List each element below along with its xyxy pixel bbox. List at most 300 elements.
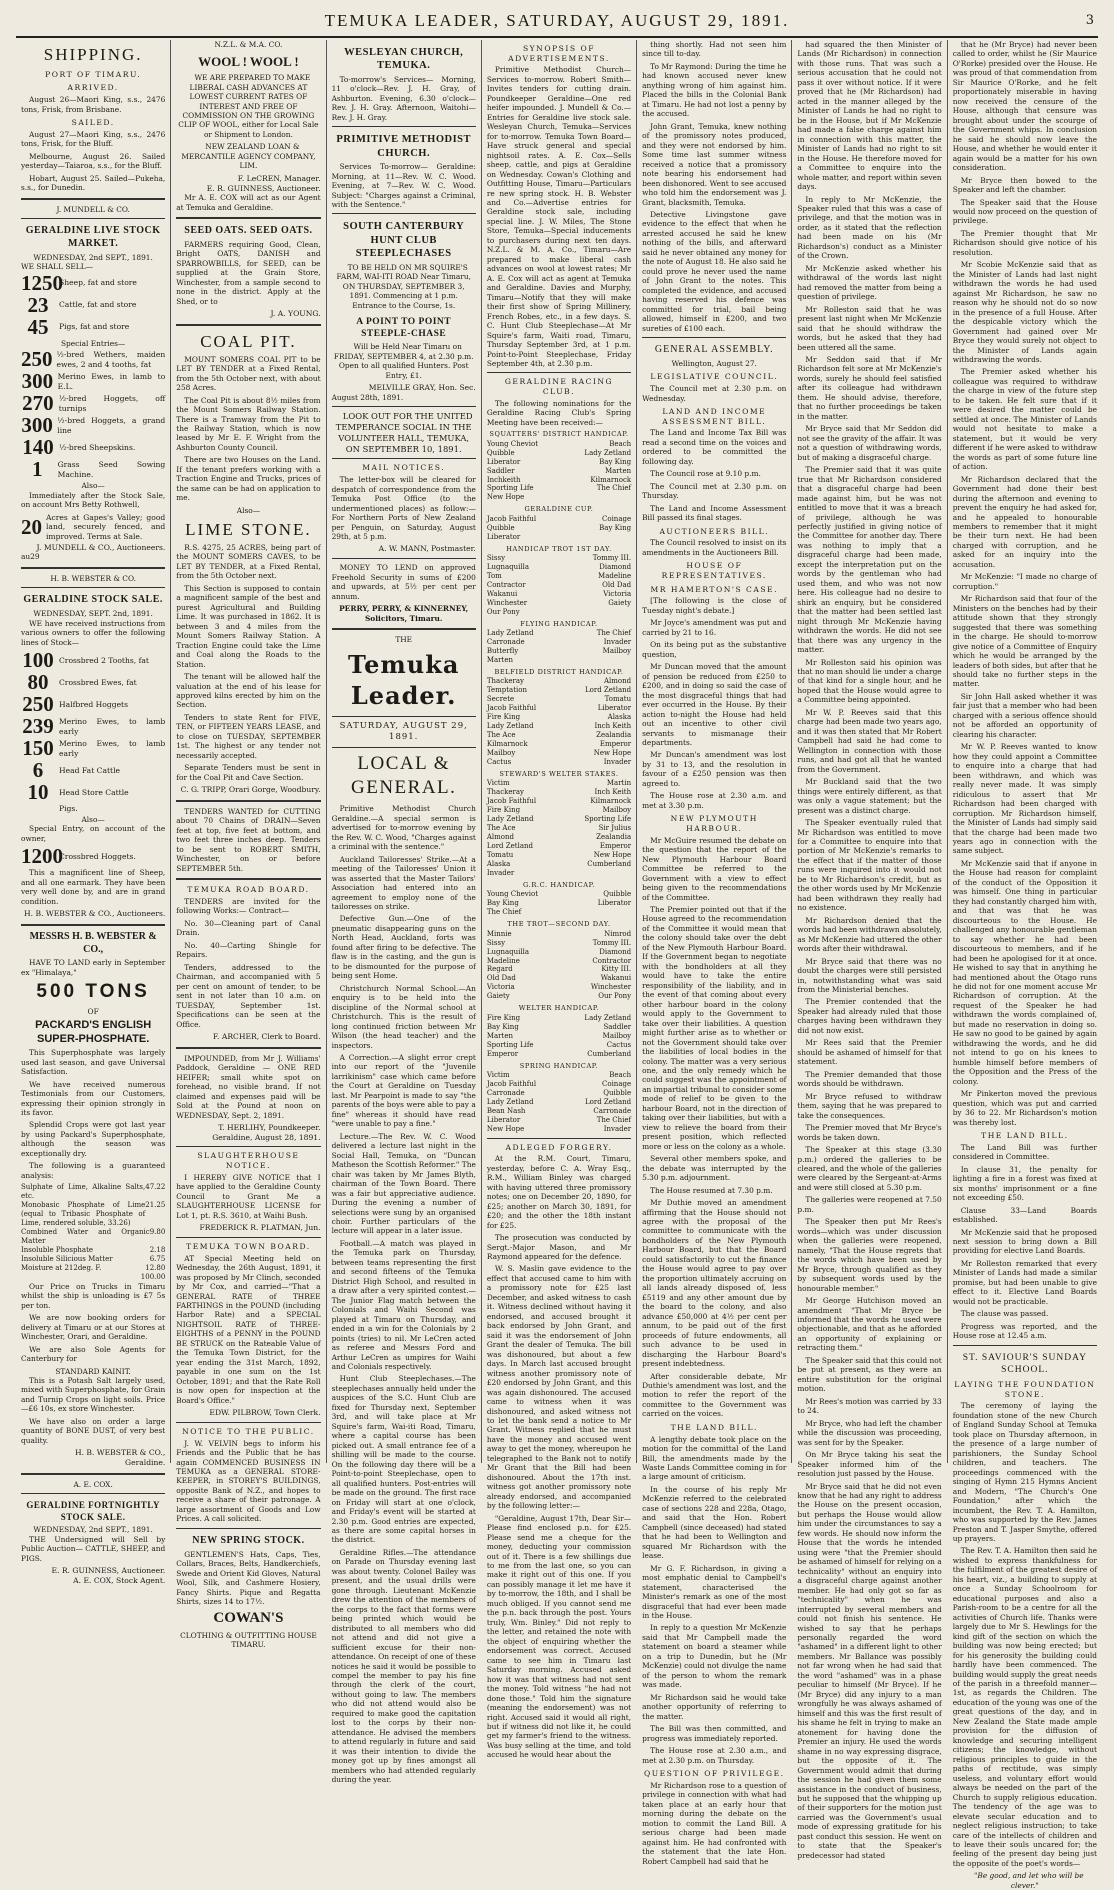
analysis-name: Combined Water and Organic Matter — [21, 1228, 150, 1246]
acres-line — [21, 513, 165, 542]
sale-line — [21, 716, 165, 737]
masthead-title: TEMUKA LEADER, SATURDAY, AUGUST 29, 1891. — [324, 11, 790, 30]
race-row — [487, 851, 631, 860]
race-row — [487, 1080, 631, 1089]
hamerton-text: On its being put as the substantive question, — [642, 640, 787, 659]
race-row — [487, 608, 631, 617]
land-bill-text: The House rose at 2.30 a.m., and met at 2.30 p.m. on Thursday. — [642, 1746, 787, 1765]
race-row — [487, 1107, 631, 1116]
analysis-row — [21, 1246, 165, 1255]
sale-line — [21, 292, 165, 317]
wesleyan-text: To-morrow's Services— Morning, 11 o'clock—Rev. J. H. Gray, of Ashburton. Evening, 6.30 o'clock—Rev. J. H. Gray. Afternoon, Waitohi—Rev. J. H. Gray. — [331, 74, 476, 122]
horse-name: Marten — [486, 1031, 513, 1040]
divider — [176, 878, 320, 880]
horse-name: Bean Nash — [486, 1106, 526, 1115]
horse-name: Contractor — [592, 956, 632, 965]
dateline: Wellington, August 27. — [671, 358, 757, 368]
local-item: Geraldine Rifles.—The attendance on Parade on Thursday evening last was about twenty. Colonel Bailey was present, and the usual drills were gone through. Lieutenant McKenzie drew the attention of the members of the corps to the fact that forms were being printed which would be distributed to all members who did not attend and did not give a sufficient excuse for their non-attendance. On receipt of one of these notices he said it would be possible to compel the member to pay his fine through the clerk of the court, without going to law. The members who did not attend would also be required to make good the capitation lost to the corps by their non-attendance. He advised the members to attend regularly in future and said it was their intention to divide the money got up by fines amongst all members who had attended regularly during the year. — [331, 1547, 476, 1785]
fortnightly-heading: GERALDINE FORTNIGHTLY STOCK SALE. — [26, 1500, 160, 1522]
race-title: SQUATTERS' DISTRICT HANDICAP. — [489, 430, 629, 439]
contract-30: No. 30—Cleaning part of Canal Drain. — [176, 918, 321, 938]
privilege-cont: Mr McKenzie asked whether his withdrawal of the words last night had removed the matter from being a question of privilege. — [797, 263, 942, 302]
local-item: Lecture.—The Rev. W. C. Wood delivered a lecture last night in the Social Hall, Temuka, on "Duncan Matheson the Scottish Reformer." The chair was taken by Mr James Blyth, chairman of the Town Board. There was a fair but appreciative audience. During the evening a number of selections were sung by an organised choir. Further particulars of the lecture will appear in a later issue. — [331, 1131, 476, 1236]
sale-line — [21, 650, 165, 671]
column-3 — [327, 40, 482, 1785]
horse-name: Liberator — [486, 532, 521, 541]
horse-name: Mailboy — [602, 806, 632, 815]
race-row — [487, 957, 631, 966]
primitive-text: Services To-morrow— Geraldine: Morning, at 11—Rev. W. C. Wood. Evening, at 7—Rev. W. C. Wood. Subject: "Charges against a Criminal, with the Sentence." — [331, 162, 476, 209]
auct-text: The Council resolved to insist on its amendments in the Auctioneers Bill. — [642, 538, 787, 557]
cowan-place: TIMARU. — [231, 1640, 266, 1650]
tenders-invited: TENDERS are invited for the following Works:— Contract— — [176, 896, 321, 916]
horse-name — [562, 493, 631, 502]
auctioneers-heading: AUCTIONEERS BILL. — [659, 526, 770, 536]
geraldine-sale-heading: GERALDINE STOCK SALE. — [23, 594, 163, 606]
privilege-cont: Mr Bryce, who had left the chamber while the discussion was proceeding, was sent for by the Speaker. — [797, 1418, 942, 1447]
analysis-value: 100.00 — [140, 1272, 166, 1281]
horse-name: Tommy III. — [592, 938, 632, 947]
race-row — [487, 695, 631, 704]
local-item: Christchurch Normal School.—An enquiry is to be held into the discipline of the Normal school at Christchurch. This is the result of long continued friction between Mr Wilson (the head teacher) and the inspectors. — [331, 983, 476, 1050]
horse-name: Lady Zetland — [486, 1097, 534, 1106]
race-table — [487, 677, 631, 767]
divider — [176, 800, 320, 802]
spring-text: GENTLEMEN'S Hats, Caps, Ties, Collars, Braces, Belts, Handkerchiefs, Swede and Orient Kid Gloves, Natural Wool, Silk, and Cashmere Hosiery, Fancy Shirts. Pique and Regatta Shirts, sizes 14 to 17½. — [176, 1549, 321, 1606]
forgery-heading: ADLEGED FORGERY. — [505, 1142, 613, 1152]
horse-name: Jacob Faithful — [486, 1079, 537, 1088]
race-row — [487, 1023, 631, 1032]
signature: F. LeCREN, Manager. — [237, 173, 321, 183]
race-nominations — [487, 430, 631, 1133]
horse-name: Old Dad — [602, 580, 632, 589]
horse-name: Inch Keith — [594, 722, 632, 731]
privilege-cont: Mr Richardson denied that the words had been withdrawn absolutely, as Mr McKenzie had uttered the other words after their withdrawal. — [797, 915, 942, 954]
horse-name: Mailboy — [602, 647, 632, 656]
race-row — [487, 939, 631, 948]
horse-name: Temptation — [486, 686, 527, 695]
horse-name: Cumberland — [587, 1049, 632, 1058]
horse-name: Our Pony — [486, 607, 520, 616]
horse-name — [574, 908, 631, 917]
divider — [176, 1146, 320, 1147]
divider — [21, 1493, 165, 1494]
horse-name: Winchester — [486, 598, 528, 607]
race-row — [487, 1089, 631, 1098]
privilege-cont: The Premier said that it was quite true that Mr Richardson considered that a disgraceful charge had been made against him, but he was not entitled to move that it was a breach of privilege, although he was perfectly justified in giving notice of the Committee for another day. There was nothing to imply that a disgraceful charge had been made, except the interpretation put on the words by the gentleman who had used them, and who was not now here. His colleague had no desire to shirk an enquiry, but he considered that the matter had been settled last night through Mr McKenzie having withdrawn the words. He did not see that there was any urgency in the matter. — [797, 465, 942, 655]
mail-text: The letter-box will be cleared for despatch of correspondence from the Temuka Post Office (to the undermentioned places) as follow:— For Northern Ports of New Zealand per Penguin, on Saturday, August 29th, at 5 p.m. — [331, 475, 476, 541]
horse-name: Lord Zetland — [486, 842, 533, 851]
coal-pit-heading: COAL PIT. — [200, 331, 297, 351]
local-item: Auckland Tailoresses' Strike.—At a meeting of the Tailoresses' Union it was asserted that the Master Tailors' Association had entered into an agreement to employ none of the tailoresses on strike. — [331, 854, 476, 911]
undersigned-text: THE Undersigned will Sell by Public Auction— CATTLE, SHEEP, and PIGS. — [21, 1534, 166, 1563]
horse-name: Old Dad — [486, 974, 516, 983]
horse-name — [574, 533, 631, 542]
sunday-school-text: The ceremony of laying the foundation stone of the new Church of England Sunday School at Temuka took place on Thursday afternoon, in the presence of a large number of parishioners, the Sunday School children, and teachers. The proceedings commenced with the singing of Hymn 215 Hymns Ancient and Modern, "The Church's One Foundation," after which the incumbent, the Rev. T. A. Hamilton, who was supported by the Rev. James Preston and T. Jasper Smythe, offered up prayers. — [952, 1401, 1097, 1543]
horse-name: Mailboy — [486, 749, 516, 758]
analysis-row — [21, 1201, 165, 1228]
sale-qty: 23 — [27, 292, 49, 317]
plymouth-text: The Premier pointed out that if the House agreed to the recommendation of the Committee it would mean that the colony should take over the debt of the New Plymouth Harbour Board. If the Government began to negotiate with the bondholders at all they would have to take the entire responsibility of the liability, and in the event of that coming about every other harbour board in the colony would apply to the Government to take over their liabilities. A question might further arise as to whether or not the Government should take over the liabilities of local bodies in the colony. The matter was a very serious one, and the only remedy which he could suggest was the appointment of an impartial tribunal to consider some mode of relief to be given to the harbour Board, not in the direction of taking over their liabilities, but with a view to relieve the board from their present position, which reflected more or less on the colony as a whole. — [642, 905, 787, 1151]
divider — [332, 406, 476, 407]
horse-name: Young Cheviot — [486, 439, 539, 448]
privilege-cont: Mr Bryce refused to withdraw them, saying that he was prepared to take the consequences. — [797, 1091, 942, 1120]
sale-qty: 45 — [27, 314, 49, 339]
privilege-cont: The Premier thought that Mr Richardson should give notice of his resolution. — [952, 228, 1097, 257]
race-row — [487, 842, 631, 851]
horse-name: The Chief — [596, 629, 632, 638]
land-bill-text: Mr G. F. Richardson, in giving a most emphatic denial to Campbell's statement, characterised the Minister's remark as one of the most disgraceful that had ever been made in the House. — [642, 1563, 787, 1621]
webster-name: H. B. WEBSTER & CO. — [50, 573, 136, 583]
horse-name: Minnie — [486, 929, 512, 938]
divider — [332, 126, 476, 127]
forgery-cont: thing shortly. Had not seen him since till to-day. — [642, 40, 787, 59]
privilege-cont: that he (Mr Bryce) had never been called to order, whilst he (Sir Maurice O'Rorke) presided over the House. He was proud of that commendation from Sir Maurice O'Rorke, and he felt proportionately miserable in having now received the censure of the House, although that censure was brought about under the scourge of the Government whips. In conclusion he said he should now leave the House, and whether he would enter it again would be a matter for his own consideration. — [952, 40, 1097, 173]
horse-name: New Hope — [486, 493, 525, 502]
column-2 — [171, 40, 326, 1650]
look-out-text: LOOK OUT FOR THE UNITED TEMPERANCE SOCIAL IN THE VOLUNTEER HALL, TEMUKA, ON SEPTEMBER 10, 1891. — [335, 411, 473, 454]
horse-name: Fire King — [486, 1013, 521, 1022]
racing-intro: The following nominations for the Geraldine Racing Club's Spring Meeting have been received:— — [486, 398, 632, 427]
horse-name: Jacob Faithful — [486, 514, 537, 523]
sale-desc: Cattle, fat and store — [59, 300, 137, 310]
signature: T. HERLIHY, Poundkeeper. Geraldine, August 28, 1891. — [212, 1123, 321, 1142]
land-text: The Council met at 2.30 p.m. on Thursday. — [642, 481, 787, 501]
race-row — [487, 599, 631, 608]
horse-name: Quibble — [486, 448, 515, 457]
horse-name: Secrete — [486, 695, 515, 704]
horse-name: Winchester — [590, 983, 632, 992]
ad-code: au29 — [21, 552, 40, 562]
race-table — [487, 779, 631, 877]
horse-name: Cumberland — [587, 860, 632, 869]
hamerton-heading: MR HAMERTON'S CASE. — [650, 584, 779, 594]
divider — [953, 1345, 1097, 1346]
horse-name: Diamond — [599, 947, 632, 956]
sale-qty: 250 — [21, 347, 53, 372]
race-row — [487, 899, 631, 908]
privilege-cont: Mr Bryce said that he did not even know that he had any right to address the House on the present occasion, but perhaps the House would allow him under the circumstances to say a few words. He should now inform the House that the words he intended using were "that the Premier should be ashamed of himself for relying on a technicality" without an enquiry into a disgraceful charge against another member. He had only got so far as "technicality" when he was interrupted by several members and could not finish his sentence. He wished to say that he perhaps personally regarded the word "ashamed" in a different light to other members. Mr Ballance was possibly not far wrong when he had said that the word "ashamed" was in a phase peculiar to himself (Mr Bryce). If he (Mr Bryce) did any injury to a man wrongfully he was always ashamed of himself and this was the first result of his shame he felt in trying to make an atonement for having done the Premier an injury. He used the words shame in no way expressing disgrace, but the opposite of it. The Government would admit that during the session he had given them some assistance in the conduct of business, but he supposed that the whipping up of their supporters for the motion just carried was the Government's usual mode of expressing gratitude for his past conduct this session. He went on to state that the Speaker's predecessor had stated — [797, 1481, 942, 1860]
race-row — [487, 860, 631, 869]
race-table — [487, 440, 631, 503]
divider — [332, 716, 476, 717]
race-table — [487, 890, 631, 917]
plymouth-text: After considerable debate, Mr Duthie's amendment was lost, and the motion to refer the report of the committee to the Government was carried on the voices. — [642, 1371, 787, 1419]
sale-desc: Grass Seed Sowing Machine. — [57, 459, 166, 479]
sale-qty: 300 — [21, 369, 54, 394]
privilege-cont: Mr Bryce said that there was no doubt the charges were still persisted in, notwithstanding what was said from the Ministerial benches. — [797, 956, 942, 994]
horse-name: Beach — [609, 439, 632, 448]
privilege-cont: The Premier demanded that those words should be withdrawn. — [797, 1069, 942, 1089]
of-label: OF — [87, 1006, 99, 1016]
privilege-cont: Mr McKenzie: "I made no charge of corruption." — [952, 572, 1097, 591]
local-item: A Correction.—A slight error crept into our report of the "Juvenile larrikinism" case which came before the Court at Geraldine on Tuesday last. Mr Pearpoint is made to say "the parents of the boys were able to pay a fine" whereas it should have read "were unable to pay a fine." — [331, 1053, 476, 1129]
horse-name: The Chief — [596, 484, 632, 493]
horse-name: Marten — [604, 466, 632, 475]
melbourne-text: Melbourne, August 26. Sailed yesterday—Taiaroa, s.s., for the Bluff. — [21, 151, 166, 171]
race-row — [487, 930, 631, 939]
sale-qty: 250 — [22, 692, 54, 717]
sale-line — [21, 738, 165, 759]
horse-name: Young Cheviot — [486, 890, 539, 899]
analysis-name: Moisture at 212deg. F. — [21, 1263, 102, 1272]
privilege-cont: Mr Rees's motion was carried by 33 to 24. — [797, 1396, 942, 1416]
race-row — [487, 524, 631, 533]
immediately-text: Immediately after the Stock Sale, on account Mrs Betty Rothwell, — [21, 490, 166, 510]
race-table — [487, 1014, 631, 1059]
divider — [176, 1047, 320, 1049]
horse-name: Almond — [603, 677, 632, 686]
racing-club-heading: GERALDINE RACING CLUB. — [504, 377, 614, 397]
impounded-text: IMPOUNDED, from Mr J. Williams' Paddock, Geraldine — ONE RED HEIFER; small white spot on forehead, no visible brand. If not claimed and expenses paid will be Sold at the Pound at noon on WEDNESDAY, Sept. 2, 1891. — [176, 1053, 321, 1120]
lime-stone-heading: LIME STONE. — [185, 520, 312, 540]
analysis-value: 47.22 — [145, 1183, 166, 1192]
horse-name: Victim — [486, 779, 510, 788]
road-board-heading: TEMUKA ROAD BOARD. — [187, 885, 310, 895]
horse-name: The Chief — [486, 908, 522, 917]
signature: MELVILLE GRAY, Hon. Sec. — [368, 383, 476, 393]
hamerton-text: Mr Joyce's amendment was put and carried by 21 to 16. — [642, 618, 787, 637]
race-row — [487, 1014, 631, 1023]
privilege-cont: The Premier contended that the Speaker had already ruled that those charges having been withdrawn they did not now exist. — [797, 997, 942, 1035]
sale-desc: ½-bred Sheepskins. — [59, 442, 136, 452]
also-label: Also— — [81, 481, 105, 491]
privilege-cont: Mr Rolleston said that he was present last night when Mr McKenzie said that he should withdraw the words, but he asked that they had been uttered all the same. — [797, 304, 942, 352]
horse-name: Cactus — [606, 1040, 632, 1049]
sale-line — [21, 349, 165, 370]
horse-name: Butterfly — [486, 647, 519, 656]
land-bill-text: A lengthy debate took place on the motion for the committal of the Land Bill, the amendments made by the Waste Lands Committee coming in for a large amount of criticism. — [642, 1434, 787, 1482]
privilege-cont: The Premier asked whether his colleague was required to withdraw the charge in view of the future step to be taken. He felt sure that if it were desired the matter could be settled at once. The Minister of Lands would not hesitate to make a statement, but it would be very different if he were asked to withdraw the words as part of some future line of action. — [952, 367, 1097, 472]
slaughter-text: I HEREBY GIVE NOTICE that I have applied to the Geraldine County Council to Grant Me a SLAUGHTERHOUSE LICENSE for Lot 1, pt. R.S. 3610, at Waihi Bush. — [176, 1172, 321, 1220]
land-bill-text: In clause 31, the penalty for lighting a fire in a forest was fixed at six months' imprisonment or a fine not exceeding £50. — [952, 1164, 1097, 1203]
sale-desc: Sheep, fat and store — [59, 278, 137, 288]
horse-name: Kitty III. — [601, 965, 632, 974]
arrived-text: August 26—Maori King, s.s., 2476 tons, Frisk, from Brisbane. — [21, 95, 166, 114]
horse-name: Victoria — [603, 589, 632, 598]
horse-name: Lugnaquilla — [486, 947, 530, 956]
analysis-row — [21, 1255, 165, 1264]
signature: FREDERICK R. PLATMAN, Jun. — [199, 1223, 321, 1233]
race-row — [487, 815, 631, 824]
race-title: THE TROT—SECOND DAY. — [507, 920, 611, 929]
port-heading: PORT OF TIMARU. — [45, 69, 142, 79]
sale-desc: Acres at Gapes's Valley; good land, securely fenced, and improved. Terms at Sale. — [46, 512, 166, 541]
horse-name: Sir Julius — [598, 824, 632, 833]
sale-desc: Merino Ewes, to lamb early — [59, 716, 166, 736]
legislative-heading: LEGISLATIVE COUNCIL. — [650, 372, 779, 382]
race-row — [487, 1116, 631, 1125]
testimonials-text: We have received numerous Testimonials from our Customers, expressing their opinion strongly in its favor. — [21, 1079, 166, 1118]
analysis-value: 9.80 — [149, 1228, 166, 1237]
horse-name: Bay King — [599, 523, 632, 532]
privilege-cont: Mr Richardson declared that the Government had done their best during the afternoon and evening to prevent the enquiry he had asked for, and he appealed to honourable members to remember that it might be their turn next. He had been charged with corruption, and he asked for an inquiry into the accusation. — [952, 474, 1097, 569]
town-board-heading: TEMUKA TOWN BOARD. — [186, 1241, 311, 1251]
sale-qty: 100 — [22, 648, 54, 673]
local-item: Defective Gun.—One of the pneumatic disappearing guns on the North Head, Auckland, forts was found after firing to be defective. The flaw is in the casting, and the gun is to be dismounted for the purpose of being sent Home. — [331, 914, 476, 981]
divider — [21, 567, 165, 569]
coal-text: MOUNT SOMERS COAL PIT to be LET BY TENDER at a Fixed Rental, from the 5th October next, with about 258 Acres. — [176, 354, 321, 393]
horse-name: Jacob Faithful — [486, 797, 537, 806]
house-heading: HOUSE OF REPRESENTATIVES. — [661, 561, 767, 581]
synopsis-text: Primitive Methodist Church—Services to-morrow. Robert Smith—Invites tenders for cutting drain. Poundkeeper Geraldine—One red heifer impounded. J. Mundell & Co.—Entries for Geraldine live stock sale. Wesleyan Church, Temuka—Services for to-morrow. Temuka Town Board—Have struck general and special nightsoil rates. A. E. Cox—Sells sheep, cattle, and pigs at Geraldine on Wednesday. Cowan's Clothing and Outfitting House, Timaru—Particulars re new spring stock. H. B. Webster and Co.—Advertise entries for Geraldine stock sale, including special line. J. W. Miles, The Stone Store, Temuka—Special inducements to purchasers during next ten days. N.Z.L. & M. A. Co., Timaru—Are prepared to make liberal cash advances on wool at lowest rates; Mr A. E. Cox will act as agent at Temuka and Geraldine. Davies and Murphy, Timaru—Notify that they will make their first show of Spring Millinery, French Robes, etc., in a few days. S. C. Hunt Club Steeplechase—At Mr Squire's farm, Waiti road, Timaru, Thursday September 3rd, at 1 p.m. Point-to-Point Steeplechase, Friday September 4th, at 2.30 p.m. — [486, 65, 632, 368]
race-row — [487, 983, 631, 992]
analysis-name: Sulphate of Lime, Alkaline Salts, etc. — [21, 1183, 146, 1201]
coal-text-3: There are two Houses on the Land. If the tenant prefers working with a Traction Engine and Trucks, prices of the same can be had on application to me. — [176, 455, 321, 503]
column-1 — [16, 40, 171, 1585]
privilege-cont: Mr George Hutchison moved an amendment "That Mr Bryce be informed that the words he used were objectionable, and that as he afforded an opportunity of explaining or retracting them." — [797, 1296, 942, 1353]
horse-name: Sporting Life — [486, 484, 534, 493]
sole-agent: We are also Sole Agents for Canterbury for — [21, 1344, 166, 1364]
divider — [332, 628, 476, 630]
sale-desc: ½-bred Hoggets, off turnips — [58, 393, 166, 413]
race-title: GERALDINE CUP. — [524, 505, 594, 514]
race-row — [487, 440, 631, 449]
divider — [332, 213, 476, 214]
sailed-text: August 27—Maori King, s.s., 2476 tons, Frisk, for the Bluff. — [21, 129, 166, 149]
columns — [16, 40, 1102, 1890]
analysis-value: 12.80 — [145, 1263, 166, 1272]
sale-desc: Merino Ewes, to lamb early — [59, 738, 166, 758]
horse-name: Jacob Faithful — [486, 704, 537, 713]
signature-place: Geraldine. — [125, 1458, 166, 1467]
analysis-name: Insoluble Silicious Matter — [21, 1254, 113, 1263]
divider — [21, 198, 165, 200]
privilege-cont: Mr Seddon said that if Mr Richardson felt sore at Mr McKenzie's words, surely he should feel satisfied after its colleague had withdrawn them. He should advise, therefore, that no further proceedings be taken in the matter. — [797, 355, 942, 421]
horse-name: Alaska — [607, 713, 632, 722]
race-row — [487, 722, 631, 731]
horse-name: Lady Zetland — [486, 722, 534, 731]
horse-name: New Hope — [486, 1124, 525, 1133]
privilege-cont: Mr Rees said that the Premier should be ashamed of himself for that statement. — [797, 1038, 942, 1067]
horse-name: Wakanui — [600, 974, 632, 983]
horse-name: Mailboy — [602, 1031, 632, 1040]
horse-name: The Ace — [486, 731, 516, 740]
race-title: HANDICAP TROT 1ST DAY. — [506, 544, 612, 553]
sale-qty: 140 — [22, 435, 54, 460]
horse-name: Kilmarnock — [486, 740, 528, 749]
sale-desc: Head Fat Cattle — [59, 765, 121, 775]
sale-line — [21, 371, 165, 392]
lime-text-2: This Section is supposed to contain a magnificent sample of the best and purest Agricultural and Building Lime. It was purchased in 1862. It is between 3 and 4 miles from the Mount Somers Railway Station. A Traction Engine could take the Lime and Coal along the Roads to the Station. — [176, 583, 321, 669]
tenders-wanted: TENDERS WANTED for CUTTING about 70 Chains of DRAIN—Seven feet at top, five feet at bottom, and two feet three inches deep. Tenders to be sent to ROBERT SMITH, Winchester, on or before SEPTEMBER 5th. — [176, 806, 321, 873]
horse-name: Invader — [603, 758, 632, 767]
messrs-heading: MESSRS H. B. WEBSTER & CO., — [29, 930, 157, 955]
hunt-text: TO BE HELD ON MR SQUIRE'S FARM, WAI-ITI ROAD Near Timaru, ON THURSDAY, SEPTEMBER 3, 1891. Commencing at 1 p.m. Entrance to the Course, 1s. — [336, 262, 471, 310]
contract-40: No. 40—Carting Shingle for Repairs. — [176, 940, 321, 960]
wool-heading: WOOL ! WOOL ! — [198, 54, 299, 70]
horse-name: Madeline — [486, 956, 520, 965]
privilege-cont: Mr Rolleston said his opinion was that no man should lie under a charge of that kind for a single hour, and he hoped that the House would agree to a Committee being appointed. — [797, 657, 942, 705]
divider — [332, 458, 476, 459]
forgery-text: "Geraldine, August 17th, Dear Sir—Please find enclosed p.n. for £25. Please send me a cheque for the money, deducting your commission out of it. There is a few shillings due to me from the last one, so you can make it right out of this one. If you can possibly manage it let me have it by to-morrow, the 18th, and I shall be much obliged. If you cannot send me the p.n. back through the post. Yours truly, Wm. Binley." Did not reply to the letter, and retained the note with the object of enquiring whether the endorsement was correct. Accused came to see him in Timaru last Saturday morning. Accused asked how it was that witness had not sent the money. Told witness "he had not done those." Told him the signature (meaning the endorsement) was not right. Accused said it would all right, but if witness did not like it, he could get my farmer's friend to the witness. Was busy selling at the time, and told accused he would hear about the — [486, 1513, 632, 1760]
land-bill-text: The Land Bill was further considered in Committee. — [952, 1142, 1097, 1162]
tons-heading: 500 TONS — [36, 981, 150, 1003]
forgery-text: W. S. Maslin gave evidence to the effect that accused came to him with a promissory note for £25 last December, and asked witness to cash it. Witness declined without having it endorsed, and accused brought it back endorsed by John Grant, and said it was the endorsement of John Grant the dealer of Temuka. The bill was dishonoured, but about a few days. In March last accused brought witness another promissory note of £20 endorsed by John Grant, and this was again dishonoured. The accused came to witness when it was dishonoured, and asked witness not to let the bank send a notice to Mr Grant. Witness replied that he must have the money and accused went away to get the money, whereupon he telegraphed to the Bank not to notify Mr Grant that the Bill had been dishonoured. About the 17th inst. witness got another promissory note already endorsed, and accompanied by the following letter:— — [486, 1264, 632, 1511]
divider — [21, 1473, 165, 1475]
lime-text-3: The tenant will be allowed half the valuation at the end of his lease for approved kilns erected by him on the Section. — [176, 672, 321, 710]
forgery-cont: Detective Livingstone gave evidence to the effect that when he arrested accused he said he knew nothing of the bills, and afterward said he never obtained any money for the note of August 18. He also said he could prove he never used the name of John Grant to the notes. This completed the evidence, and accused having reserved his defence was committed for trial, bail being allowed, himself in £200, and two sureties of £100 each. — [642, 209, 787, 333]
race-row — [487, 515, 631, 524]
column-6 — [792, 40, 947, 1860]
horse-name: Fire King — [486, 806, 521, 815]
race-row — [487, 533, 631, 542]
race-table — [487, 930, 631, 1002]
horse-name: Liberator — [597, 704, 632, 713]
mail-heading: MAIL NOTICES. — [362, 463, 446, 473]
sale-line — [21, 415, 165, 436]
race-row — [487, 948, 631, 957]
horse-name: Zealandia — [596, 833, 632, 842]
sale-line — [21, 314, 165, 339]
analysis-row — [21, 1228, 165, 1246]
race-row — [487, 1071, 631, 1080]
point-text: Will be Held Near Timaru on FRIDAY, SEPTEMBER 4, at 2.30 p.m. Open to all qualified Hunters. Post Entry, £1. — [333, 342, 474, 380]
cox-agent: Mr A. E. COX will act as our Agent at Temuka and Geraldine. — [176, 193, 321, 212]
race-row — [487, 908, 631, 917]
sale-qty: 239 — [22, 714, 54, 739]
magnificent-text: This a magnificent line of Sheep, and all one earmark. They have been very well done by, and are in grand condition. — [21, 868, 166, 906]
horse-name: Carronade — [486, 638, 525, 647]
horse-name: Liberator — [486, 1115, 521, 1124]
horse-name: Coinage — [602, 514, 632, 523]
horse-name: Emperor — [599, 740, 632, 749]
horse-name: The Chief — [596, 1115, 632, 1124]
race-title: WELTER HANDICAP. — [518, 1004, 600, 1013]
sale-line — [21, 270, 165, 295]
also-label: Also— — [236, 505, 261, 515]
special-entry-text: Special Entry, on account of the owner, — [21, 824, 166, 843]
horse-name: Diamond — [599, 563, 632, 572]
land-text: The Land and Income Tax Bill was read a second time on the voices and ordered to be committed the following day. — [642, 428, 787, 466]
land-bill-heading: THE LAND BILL. — [981, 1131, 1069, 1141]
race-row — [487, 788, 631, 797]
horse-name: Tomatu — [486, 851, 514, 860]
horse-name: Inch Keith — [594, 788, 632, 797]
horse-name: Invader — [603, 638, 632, 647]
race-row — [487, 686, 631, 695]
horse-name: Liberator — [486, 457, 521, 466]
divider — [176, 1422, 320, 1423]
race-title: STEWARD'S WELTER STAKES. — [499, 770, 619, 779]
sale-qty: 20 — [21, 514, 42, 539]
local-item: Football.—A match was played in the Temuka park on Thursday, between teams representing the first and second fifteens of the Temuka District High School, and resulted in a draw after a very spirited contest.—The Junior Flag match between the Colonials and Waihi Second was played at Timaru on Thursday, and ended in a win for the Colonials by 2 points (tries) to nil. Mr LeCren acted as referee and Messrs Ford and Arthur LeCren as umpires for Waihi and Colonials respectively. — [331, 1238, 476, 1371]
privilege-cont: Sir John Hall asked whether it was fair just that a member who had been charged with a serious offence should not be afforded an opportunity of clearing his character. — [952, 691, 1097, 739]
nameplate-the: THE — [395, 635, 413, 644]
signature: J. MUNDELL & CO., Auctioneers. — [36, 542, 166, 552]
booking-text: We are now booking orders for delivery at Timaru or at our Stores at Winchester, Orari, and Geraldine. — [21, 1313, 166, 1342]
horse-name: Bay King — [486, 1022, 519, 1031]
race-row — [487, 824, 631, 833]
analysis-row — [21, 1273, 165, 1282]
privilege-cont: The galleries were reopened at 7.50 p.m. — [797, 1195, 942, 1214]
geraldine-market-heading: GERALDINE LIVE STOCK MARKET. — [25, 225, 161, 249]
wesleyan-heading: WESLEYAN CHURCH, TEMUKA. — [344, 47, 464, 72]
sailed-label: SAILED. — [71, 118, 115, 128]
race-row — [487, 713, 631, 722]
phos-text: This Superphosphate was largely used last season, and gave Universal Satisfaction. — [21, 1048, 166, 1077]
notice-public-heading: NOTICE TO THE PUBLIC. — [182, 1426, 315, 1436]
horse-name: Fire King — [486, 713, 521, 722]
forgery-cont: John Grant, Temuka, knew nothing of the promissory notes produced, and they were not endorsed by him. Some time last summer witness received a notice that a promissory note bearing his endorsement had been dishonored. Went to see accused who told him the endorsement was J. Grant, blacksmith, Temuka. — [642, 121, 787, 207]
hunt-heading: SOUTH CANTERBURY HUNT CLUB STEEPLECHASES — [343, 221, 465, 260]
horse-name: Coinage — [602, 1079, 632, 1088]
seed-text: FARMERS requiring Good, Clean, Bright OATS, DANISH and SPARROWBILLS, for SEED, can be supplied at the Grain Store, Winchester, from a sample second to none in the district. Apply at the Shed, or to — [176, 239, 321, 306]
horse-name — [562, 608, 631, 617]
sale-qty: 80 — [27, 670, 49, 695]
sale-desc: Crossbred Ewes, fat — [59, 677, 137, 687]
hamerton-text: Mr Duncan's amendment was lost by 31 to 13, and the resolution in favour of a £250 pension was then agreed to. — [642, 750, 787, 788]
